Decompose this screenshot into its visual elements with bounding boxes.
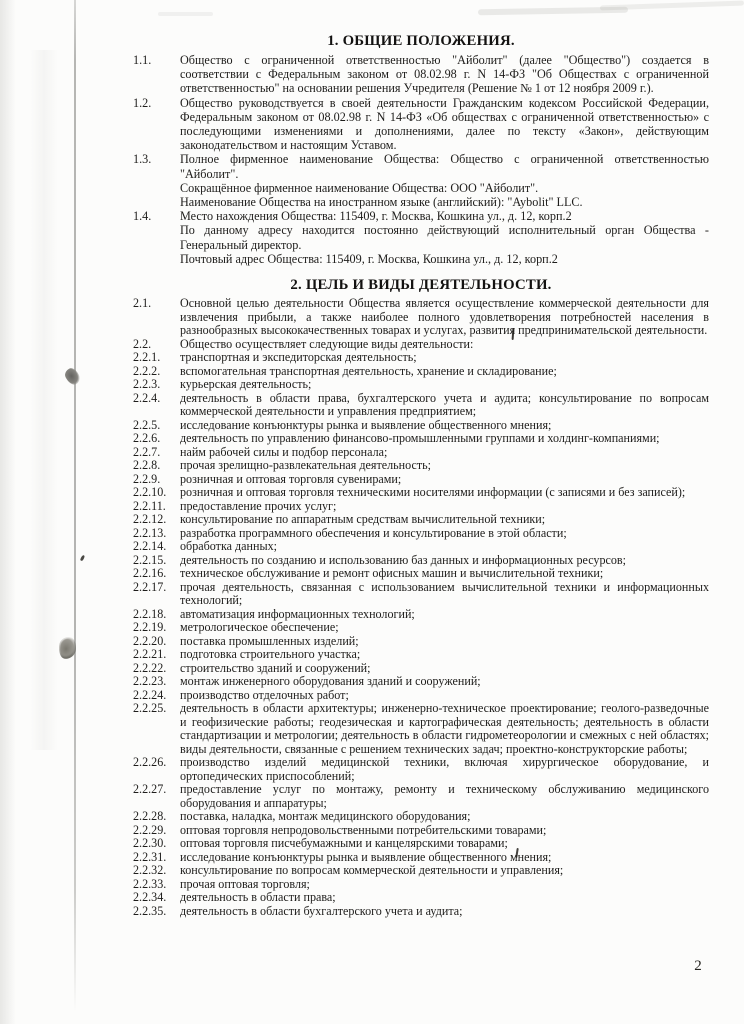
section-title: 1. ОБЩИЕ ПОЛОЖЕНИЯ.: [327, 33, 515, 49]
clause-paragraph: производство отделочных работ;: [180, 687, 349, 702]
clause-paragraph: автоматизация информационных технологий;: [180, 606, 415, 621]
clause-paragraph: монтаж инженерного оборудования зданий и сооружений;: [180, 674, 481, 689]
clause-paragraph: прочая зрелищно-развлекательная деятельность;: [180, 458, 432, 473]
charter-clause: [133, 459, 709, 473]
clause-text: [180, 513, 709, 527]
clause-paragraph: деятельность в области права, бухгалтерского учета и аудита; консультирование по вопросам коммерческой деятельности и управления предприятием;: [180, 390, 709, 419]
clause-number: 1.4.: [133, 209, 152, 224]
clause-text: [180, 783, 709, 810]
clause-number: 2.2.17.: [133, 579, 167, 594]
charter-clause: [133, 635, 709, 649]
section-title: 2. ЦЕЛЬ И ВИДЫ ДЕЯТЕЛЬНОСТИ.: [290, 277, 552, 294]
clause-number: 2.2.4.: [133, 390, 161, 405]
charter-section: [133, 277, 709, 918]
charter-clause: [133, 527, 709, 541]
clause-text: [180, 891, 709, 905]
clause-paragraph: розничная и оптовая торговля техническими носителями информации (с записями и без записей);: [180, 485, 686, 500]
clause-number: 2.2.3.: [133, 377, 161, 392]
clause-paragraph: транспортная и экспедиторская деятельность;: [180, 350, 417, 365]
clause-text: [180, 608, 709, 622]
clause-text: [180, 297, 709, 338]
clause-paragraph: деятельность в области права;: [180, 890, 336, 905]
clause-number: 1.2.: [133, 95, 152, 110]
clause-paragraph: Полное фирменное наименование Общества: Общество с ограниченной ответственностью "Айболит".: [180, 152, 709, 181]
clause-number: 2.2.30.: [133, 836, 167, 851]
clause-text: [180, 152, 709, 209]
charter-clause: [133, 486, 709, 500]
clause-number: 1.3.: [133, 152, 152, 167]
clause-paragraph: найм рабочей силы и подбор персонала;: [180, 444, 388, 459]
charter-clause: [133, 53, 709, 96]
charter-clause: [133, 338, 709, 352]
charter-clause: [133, 432, 709, 446]
charter-clause: [133, 152, 709, 209]
clause-paragraph: прочая оптовая торговля;: [180, 876, 310, 891]
clause-text: [180, 554, 709, 568]
clause-paragraph: деятельность в области бухгалтерского учета и аудита;: [180, 903, 463, 918]
clause-number: 2.2.6.: [133, 431, 161, 446]
scan-smudge-artifact: [158, 12, 213, 16]
charter-clause: [133, 851, 709, 865]
charter-clause: [133, 810, 709, 824]
clause-paragraph: поставка, наладка, монтаж медицинского оборудования;: [180, 809, 471, 824]
charter-clause: [133, 365, 709, 379]
charter-clause: [133, 675, 709, 689]
clause-paragraph: Место нахождения Общества: 115409, г. Москва, Кошкина ул., д. 12, корп.2: [180, 209, 572, 224]
clause-text: [180, 905, 709, 919]
clause-paragraph: предоставление услуг по монтажу, ремонту и техническому обслуживанию медицинского оборудования и аппаратуры;: [180, 782, 709, 810]
clause-text: [180, 635, 709, 649]
clause-number: 2.1.: [133, 296, 152, 311]
clause-paragraph: Основной целью деятельности Общества является осуществление коммерческой деятельности для извлечения прибыли, а также наиболее полного удовлетворения потребностей населения в разнообразных высококачественных товарах и услугах, развития предпринимательской деятельности.: [180, 296, 709, 338]
charter-clause: [133, 446, 709, 460]
clause-paragraph: По данному адресу находится постоянно действующий исполнительный орган Общества - Генеральный директор.: [180, 223, 709, 252]
clause-number: 2.2.24.: [133, 687, 167, 702]
clause-paragraph: оптовая торговля непродовольственными потребительскими товарами;: [180, 822, 547, 837]
clause-paragraph: деятельность в области архитектуры; инженерно-техническое проектирование; геолого-разведочные и геофизические работы; геодезическая и картографическая деятельность; деятельность в области стандартизации и метрологии; деятельность в области гидрометеорологии и смежных с ней областях; виды деятельности, связанные с решением технических задач; проектно-конструкторские работы;: [180, 701, 709, 756]
clause-number: 2.2.23.: [133, 674, 167, 689]
clause-paragraph: розничная и оптовая торговля сувенирами;: [180, 471, 402, 486]
charter-clause: [133, 419, 709, 433]
charter-clause: [133, 837, 709, 851]
clause-text: [180, 581, 709, 608]
charter-clause: [133, 878, 709, 892]
clause-paragraph: метрологическое обеспечение;: [180, 620, 339, 635]
clause-paragraph: деятельность по созданию и использованию баз данных и информационных ресурсов;: [180, 552, 626, 567]
ink-blob-artifact: [63, 366, 82, 387]
clause-paragraph: консультирование по аппаратным средствам вычислительной техники;: [180, 512, 546, 527]
charter-clause: [133, 648, 709, 662]
clause-number: 2.2.5.: [133, 417, 161, 432]
clause-paragraph: строительство зданий и сооружений;: [180, 660, 371, 675]
charter-clause: [133, 351, 709, 365]
clause-text: [180, 756, 709, 783]
clause-number: 2.2.25.: [133, 701, 167, 716]
charter-clause: [133, 581, 709, 608]
clause-text: [180, 864, 709, 878]
scan-smudge-artifact: [600, 0, 744, 10]
page-number: 2: [694, 958, 702, 974]
charter-clause: [133, 392, 709, 419]
charter-clause: [133, 297, 709, 338]
clause-paragraph: Общество осуществляет следующие виды деятельности:: [180, 336, 474, 351]
clause-text: [180, 96, 709, 153]
clause-number: 2.2.22.: [133, 660, 167, 675]
clause-text: [180, 459, 709, 473]
charter-clause: [133, 567, 709, 581]
document-content: [133, 33, 709, 918]
clause-number: 2.2.21.: [133, 647, 167, 662]
clause-number: 2.2.19.: [133, 620, 167, 635]
charter-clause: [133, 905, 709, 919]
clause-text: [180, 567, 709, 581]
clause-text: [180, 540, 709, 554]
clause-paragraph: предоставление прочих услуг;: [180, 498, 337, 513]
clause-number: 2.2.15.: [133, 552, 167, 567]
clause-text: [180, 702, 709, 756]
charter-clause: [133, 96, 709, 153]
clause-paragraph: разработка программного обеспечения и консультирование в этой области;: [180, 525, 567, 540]
clause-paragraph: подготовка строительного участка;: [180, 647, 361, 662]
clause-paragraph: техническое обслуживание и ремонт офисных машин и вычислительной техники;: [180, 566, 604, 581]
clause-text: [180, 392, 709, 419]
clause-number: 2.2.29.: [133, 822, 167, 837]
charter-clause: [133, 473, 709, 487]
charter-clause: [133, 513, 709, 527]
charter-clause: [133, 209, 709, 266]
clause-number: 1.1.: [133, 53, 152, 67]
clause-number: 2.2.34.: [133, 890, 167, 905]
charter-clause: [133, 540, 709, 554]
clause-number: 2.2.8.: [133, 458, 161, 473]
clause-text: [180, 878, 709, 892]
charter-clause: [133, 554, 709, 568]
charter-clause: [133, 864, 709, 878]
clause-text: [180, 527, 709, 541]
clause-number: 2.2.33.: [133, 876, 167, 891]
clause-number: 2.2.13.: [133, 525, 167, 540]
clause-number: 2.2.11.: [133, 498, 166, 513]
clause-text: [180, 675, 709, 689]
clause-number: 2.2.1.: [133, 350, 161, 365]
clause-number: 2.2.10.: [133, 485, 167, 500]
charter-clause: [133, 783, 709, 810]
clause-number: 2.2.9.: [133, 471, 161, 486]
clause-paragraph: Общество руководствуется в своей деятельности Гражданским кодексом Российской Федерации, Федеральным законом от 08.02.98 г. N 14-ФЗ «Об обществах с ограниченной ответственностью» с последующими изменениями и дополнениями, далее по тексту «Закон», действующим законодательством и настоящим Уставом.: [180, 95, 709, 153]
charter-clause: [133, 689, 709, 703]
charter-clause: [133, 621, 709, 635]
clause-text: [180, 824, 709, 838]
clause-text: [180, 810, 709, 824]
scan-noise-band: [30, 50, 58, 750]
clause-number: 2.2.32.: [133, 863, 167, 878]
clause-number: 2.2.7.: [133, 444, 161, 459]
clause-text: [180, 338, 709, 352]
clause-text: [180, 351, 709, 365]
clause-paragraph: производство изделий медицинской техники, включая хирургическое оборудование, и ортопедических приспособлений;: [180, 755, 709, 783]
charter-clause: [133, 891, 709, 905]
clause-number: 2.2.31.: [133, 849, 167, 864]
clause-text: [180, 851, 709, 865]
charter-clause: [133, 500, 709, 514]
clause-text: [180, 837, 709, 851]
clause-paragraph: прочая деятельность, связанная с использованием вычислительной техники и информационных технологий;: [180, 579, 709, 608]
clause-number: 2.2.: [133, 336, 152, 351]
clause-paragraph: исследование конъюнктуры рынка и выявление общественного мнения;: [180, 417, 552, 432]
charter-clause: [133, 702, 709, 756]
clause-text: [180, 53, 709, 96]
clause-text: [180, 689, 709, 703]
charter-clause: [133, 608, 709, 622]
clause-text: [180, 378, 709, 392]
clause-number: 2.2.27.: [133, 782, 167, 797]
clause-paragraph: Сокращённое фирменное наименование Общества: ООО "Айболит".: [180, 180, 539, 195]
clause-number: 2.2.12.: [133, 512, 167, 527]
clause-number: 2.2.18.: [133, 606, 167, 621]
clause-text: [180, 486, 709, 500]
clause-number: 2.2.14.: [133, 539, 167, 554]
clause-text: [180, 365, 709, 379]
clause-number: 2.2.16.: [133, 566, 167, 581]
clause-text: [180, 446, 709, 460]
clause-number: 2.2.35.: [133, 903, 167, 918]
clause-paragraph: исследование конъюнктуры рынка и выявление общественного мнения;: [180, 849, 552, 864]
clause-paragraph: Наименование Общества на иностранном языке (английский): "Aybolit" LLC.: [180, 195, 583, 210]
sections-root: [133, 33, 709, 918]
clause-number: 2.2.28.: [133, 809, 167, 824]
clause-paragraph: деятельность по управлению финансово-промышленными группами и холдинг-компаниями;: [180, 431, 660, 446]
clause-text: [180, 419, 709, 433]
charter-clause: [133, 756, 709, 783]
clause-text: [180, 621, 709, 635]
ink-speck-artifact: [80, 555, 85, 562]
clause-paragraph: поставка промышленных изделий;: [180, 633, 359, 648]
clause-text: [180, 500, 709, 514]
charter-clause: [133, 662, 709, 676]
clause-text: [180, 662, 709, 676]
clause-text: [180, 209, 709, 266]
binding-line-artifact: [74, 0, 76, 1012]
clause-text: [180, 648, 709, 662]
charter-clause: [133, 824, 709, 838]
clause-text: [180, 432, 709, 446]
charter-section: [133, 33, 709, 266]
clause-paragraph: обработка данных;: [180, 539, 278, 554]
clause-number: 2.2.2.: [133, 363, 161, 378]
scan-edge-shadow: [0, 0, 16, 1024]
charter-clause: [133, 378, 709, 392]
clause-paragraph: Почтовый адрес Общества: 115409, г. Москва, Кошкина ул., д. 12, корп.2: [180, 251, 558, 266]
clause-paragraph: курьерская деятельность;: [180, 377, 312, 392]
clause-text: [180, 473, 709, 487]
clause-paragraph: вспомогательная транспортная деятельность, хранение и складирование;: [180, 363, 557, 378]
clause-paragraph: оптовая торговля писчебумажными и канцелярскими товарами;: [180, 836, 508, 851]
clause-number: 2.2.26.: [133, 755, 167, 770]
clause-paragraph: консультирование по вопросам коммерческой деятельности и управления;: [180, 863, 564, 878]
clause-paragraph: Общество с ограниченной ответственностью "Айболит" (далее "Общество") создается в соответствии с Федеральным законом от 08.02.98 г. N 14-ФЗ "Об Обществах с ограниченной ответственностью" на основании решения Учредителя (Решение № 1 от 12 ноября 2009 г.).: [180, 53, 709, 96]
clause-number: 2.2.20.: [133, 633, 167, 648]
